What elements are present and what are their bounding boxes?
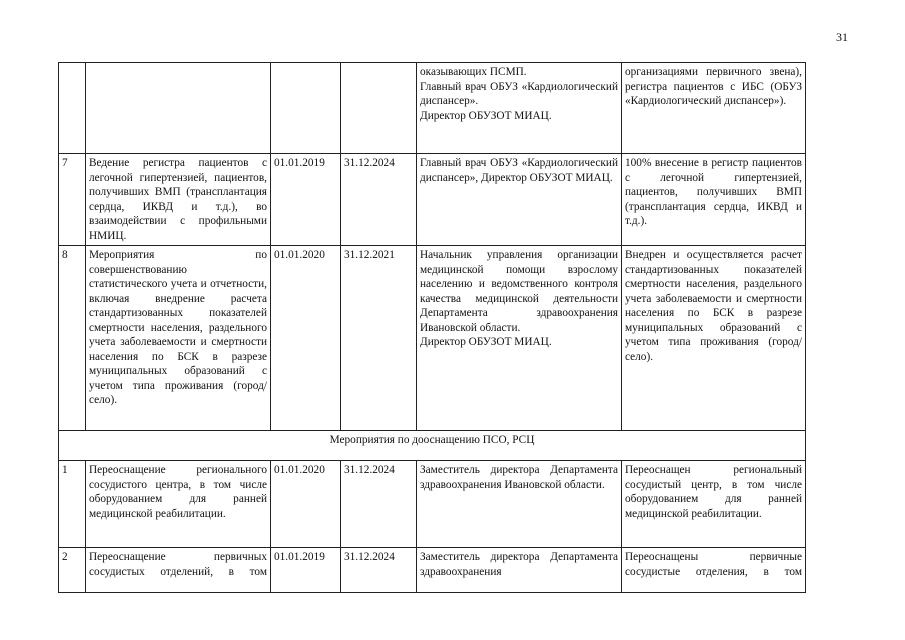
table-row <box>59 246 806 431</box>
cell-responsible: Начальник управления организации медицинской помощи взрослому населению и ведомственного контроля качества медицинской деятельности Департамента здравоохранения Ивановской области. Директор ОБУЗОТ МИАЦ. <box>417 246 622 431</box>
table-row <box>59 154 806 246</box>
section-title: Мероприятия по дооснащению ПСО, РСЦ <box>59 431 806 461</box>
cell-result: организациями первичного звена), регистра пациентов с ИБС (ОБУЗ «Кардиологический диспансер»). <box>622 63 806 154</box>
table-row-continuation <box>59 63 806 154</box>
cell-start-date: 01.01.2019 <box>271 548 341 593</box>
section-header-row <box>59 431 806 461</box>
cell-end-date: 31.12.2024 <box>341 154 417 246</box>
cell-responsible: оказывающих ПСМП. Главный врач ОБУЗ «Кардиологический диспансер». Директор ОБУЗОТ МИАЦ. <box>417 63 622 154</box>
table-row <box>59 461 806 548</box>
cell-end-date: 31.12.2021 <box>341 246 417 431</box>
cell-responsible: Заместитель директора Департамента здравоохранения <box>417 548 622 593</box>
cell-responsible: Главный врач ОБУЗ «Кардиологический диспансер», Директор ОБУЗОТ МИАЦ. <box>417 154 622 246</box>
cell-num: 1 <box>59 461 86 548</box>
cell-result: 100% внесение в регистр пациентов с легочной гипертензией, пациентов, получивших ВМП (трансплантация сердца, ИКВД и т.д.). <box>622 154 806 246</box>
cell-activity: Ведение регистра пациентов с легочной гипертензией, пациентов, получивших ВМП (трансплантация сердца, ИКВД и т.д.), во взаимодействии с профильными НМИЦ. <box>86 154 271 246</box>
cell-result: Внедрен и осуществляется расчет стандартизованных показателей смертности населения, раздельного учета заболеваемости и смертности населения по БСК в разрезе муниципальных образований с учетом типа проживания (город/село). <box>622 246 806 431</box>
table-row <box>59 548 806 593</box>
cell-end-date: 31.12.2024 <box>341 461 417 548</box>
cell-start-date: 01.01.2020 <box>271 246 341 431</box>
cell-activity: Переоснащение первичных сосудистых отделений, в том <box>86 548 271 593</box>
activities-table <box>58 62 806 593</box>
cell-num: 2 <box>59 548 86 593</box>
cell-responsible: Заместитель директора Департамента здравоохранения Ивановской области. <box>417 461 622 548</box>
cell-end-date: 31.12.2024 <box>341 548 417 593</box>
cell-activity: Мероприятия по совершенствованию статистического учета и отчетности, включая внедрение расчета стандартизованных показателей смертности населения, раздельного учета заболеваемости и смертности населения по БСК в разрезе муниципальных образований с учетом типа проживания (город/село). <box>86 246 271 431</box>
cell-start-date: 01.01.2020 <box>271 461 341 548</box>
cell-num: 7 <box>59 154 86 246</box>
page-number: 31 <box>836 30 848 44</box>
cell-result: Переоснащен региональный сосудистый центр, в том числе оборудованием для ранней медицинской реабилитации. <box>622 461 806 548</box>
cell-num <box>59 63 86 154</box>
cell-start-date: 01.01.2019 <box>271 154 341 246</box>
cell-num: 8 <box>59 246 86 431</box>
cell-end-date <box>341 63 417 154</box>
cell-activity: Переоснащение регионального сосудистого центра, в том числе оборудованием для ранней медицинской реабилитации. <box>86 461 271 548</box>
cell-start-date <box>271 63 341 154</box>
cell-activity <box>86 63 271 154</box>
cell-result: Переоснащены первичные сосудистые отделения, в том <box>622 548 806 593</box>
